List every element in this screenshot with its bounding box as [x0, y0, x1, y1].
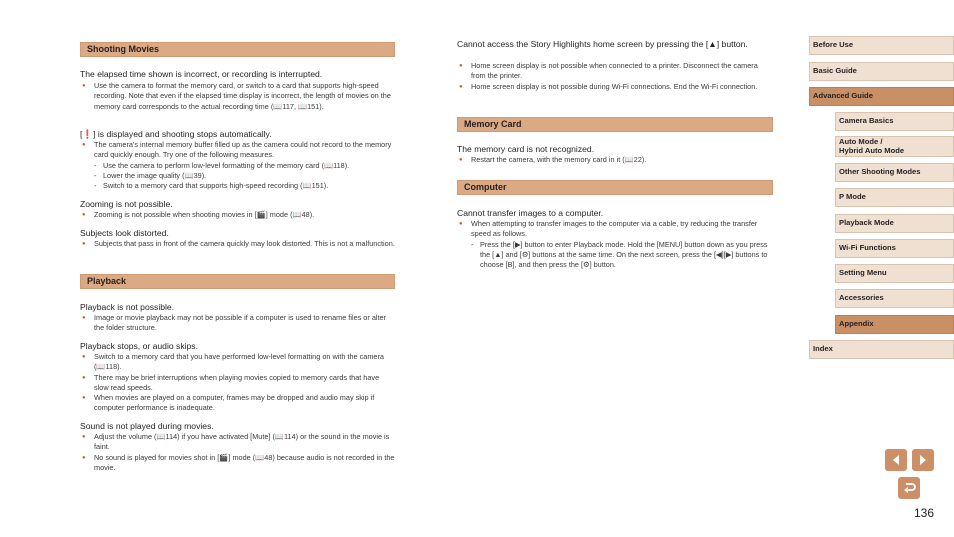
problem-title: Playback is not possible.: [80, 302, 175, 312]
problem-title: The elapsed time shown is incorrect, or recording is interrupted.: [80, 69, 323, 79]
nav-auto-mode[interactable]: [835, 136, 954, 157]
nav-basic-guide[interactable]: Basic Guide: [809, 62, 954, 81]
previous-page-button[interactable]: [885, 449, 907, 471]
bullet-item: ● The camera's internal memory buffer filled up as the camera could not record to the memory card quickly enough. Try one of the following measures.: [80, 140, 395, 161]
nav-setting-menu[interactable]: Setting Menu: [835, 264, 954, 283]
bullet-item: ● Adjust the volume (📖114) if you have activated [Mute] (📖114) or the sound in the movie is faint.: [80, 432, 395, 453]
bullet-list: [80, 352, 395, 414]
bullet-list: [80, 313, 395, 334]
next-page-button[interactable]: [912, 449, 934, 471]
arrow-right-icon: [917, 454, 929, 466]
arrow-left-icon: [890, 454, 902, 466]
problem-title: Cannot access the Story Highlights home screen by pressing the [▲] button.: [457, 39, 748, 49]
nav-camera-basics[interactable]: Camera Basics: [835, 112, 954, 131]
bullet-item: ● Subjects that pass in front of the camera quickly may look distorted. This is not a malfunction.: [80, 239, 395, 249]
bullet-item: ● Zooming is not possible when shooting movies in [🎬] mode (📖48).: [80, 210, 395, 220]
dash-item: - Lower the image quality (📖39).: [80, 171, 395, 181]
bullet-list: [457, 219, 773, 270]
bullet-item: ● Restart the camera, with the memory card in it (📖22).: [457, 155, 773, 165]
section-header-playback: Playback: [80, 274, 395, 289]
nav-playback-mode[interactable]: Playback Mode: [835, 214, 954, 233]
nav-auto-mode-line2: Hybrid Auto Mode: [839, 145, 905, 155]
section-header-memory-card: Memory Card: [457, 117, 773, 132]
return-icon: [902, 481, 916, 495]
bullet-item: ● There may be brief interruptions when playing movies copied to memory cards that have slow read speeds.: [80, 373, 395, 394]
dash-item: - Use the camera to perform low-level formatting of the memory card (📖118).: [80, 161, 395, 171]
bullet-item: ● Image or movie playback may not be possible if a computer is used to rename files or alter the folder structure.: [80, 313, 395, 334]
problem-title: Sound is not played during movies.: [80, 421, 214, 431]
bullet-list: [80, 81, 395, 112]
section-header-computer: Computer: [457, 180, 773, 195]
dash-item: - Press the [▶] button to enter Playback mode. Hold the [MENU] button down as you press the [▲] and [⚙] buttons at the same time. On the next screen, press the [◀][▶] buttons to choose [B], and then press the [⚙] button.: [457, 240, 773, 271]
section-header-shooting-movies: Shooting Movies: [80, 42, 395, 57]
dash-item: - Switch to a memory card that supports high-speed recording (📖151).: [80, 181, 395, 191]
bullet-item: ● When movies are played on a computer, frames may be dropped and audio may skip if computer performance is inadequate.: [80, 393, 395, 414]
nav-appendix[interactable]: Appendix: [835, 315, 954, 334]
problem-title: The memory card is not recognized.: [457, 144, 595, 154]
bullet-item: ● Home screen display is not possible when connected to a printer. Disconnect the camera from the printer.: [457, 61, 773, 82]
problem-title: Subjects look distorted.: [80, 228, 169, 238]
nav-accessories[interactable]: Accessories: [835, 289, 954, 308]
problem-title: Cannot transfer images to a computer.: [457, 208, 604, 218]
bullet-list: [80, 140, 395, 191]
bullet-list: [80, 239, 395, 249]
nav-advanced-guide[interactable]: Advanced Guide: [809, 87, 954, 106]
nav-wifi-functions[interactable]: Wi-Fi Functions: [835, 239, 954, 258]
bullet-item: ● When attempting to transfer images to the computer via a cable, try reducing the transfer speed as follows.: [457, 219, 773, 240]
return-button[interactable]: [898, 477, 920, 499]
bullet-item: ● Use the camera to format the memory card, or switch to a card that supports high-speed recording. Note that even if the elapsed time display is incorrect, the length of movies on the memory card corresponds to the actual recording time (📖117, 📖151).: [80, 81, 395, 112]
bullet-list: [80, 210, 395, 220]
problem-title: Zooming is not possible.: [80, 199, 173, 209]
bullet-item: ● Switch to a memory card that you have performed low-level formatting on with the camera (📖118).: [80, 352, 395, 373]
bullet-list: [457, 155, 773, 165]
bullet-list: [457, 61, 773, 92]
page-number: 136: [913, 506, 934, 520]
nav-other-shooting-modes[interactable]: Other Shooting Modes: [835, 163, 954, 182]
nav-before-use[interactable]: Before Use: [809, 36, 954, 55]
nav-index[interactable]: Index: [809, 340, 954, 359]
problem-title: Playback stops, or audio skips.: [80, 341, 198, 351]
problem-title: [❗] is displayed and shooting stops automatically.: [80, 129, 272, 139]
nav-auto-mode-line1: Auto Mode /: [839, 137, 883, 146]
nav-p-mode[interactable]: P Mode: [835, 188, 954, 207]
bullet-item: ● No sound is played for movies shot in [🎬] mode (📖48) because audio is not recorded in the movie.: [80, 453, 395, 474]
bullet-item: ● Home screen display is not possible during Wi-Fi connections. End the Wi-Fi connection.: [457, 82, 773, 92]
bullet-list: [80, 432, 395, 473]
